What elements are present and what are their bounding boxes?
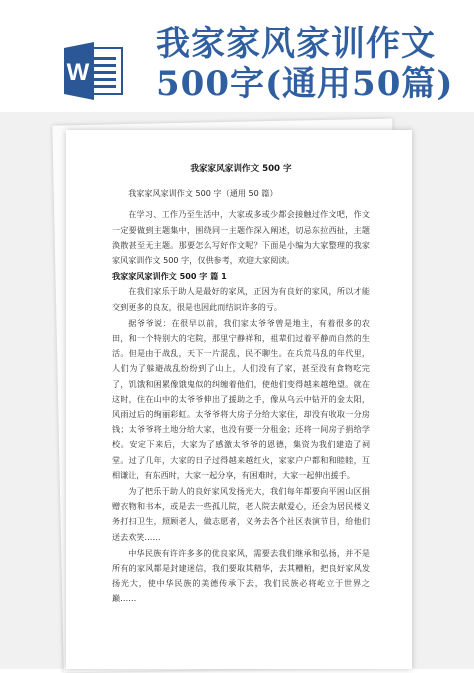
body-paragraph: 在我们家乐于助人是最好的家风，正因为有良好的家风，所以才能交到更多的良友，很是也因此而结识许多的亏。 [112,286,370,312]
banner-title-line1: 我家家风家训作文 [156,24,436,64]
document-content [112,162,370,608]
word-letter: W [66,59,90,86]
word-doc-icon [64,42,126,100]
section-heading: 我家家风家训作文 500 字 篇 1 [112,271,227,282]
banner-title [156,24,453,104]
banner [0,0,474,112]
intro-paragraph: 在学习、工作乃至生活中，大家或多或少都会接触过作文吧，作文一定要做到主题集中，围绕同一主题作深入阐述，切忌东拉西扯，主题涣散甚至无主题。那要怎么写好作文呢？下面是小编为大家整理的我家家风家训作文 500 字，仅供参考，欢迎大家阅读。 [112,209,370,266]
document-subtitle: 我家家风家训作文 500 字（通用 50 篇） [128,188,278,199]
banner-title-line2: 500字(通用50篇) [156,64,454,104]
document-page [66,130,412,669]
body-paragraph: 据爷爷说：在很早以前，我们家太爷爷曾是地主，有着很多的农田，和一个特别大的宅院，那里宁静祥和，祖辈们过着平静而自然的生活。但是由于战乱，天下一片混乱，民不聊生。在兵荒马乱的年代里，人们为了躲避战乱纷纷到了山上，人们没有了家，甚至没有食物吃完了，饥饿和困累像饿鬼似的纠缠着他们，使他们变得越来越绝望。就在这时，住在山中的太爷爷伸出了援助之手，像从乌云中钻开的金太阳，风雨过后的绚丽彩虹。太爷爷将大房子分给大家住，却没有收取一分房钱；太爷爷将土地分给大家，也没有要一分租金；还将一间房子捐给学校。安定下来后，大家为了感激太爷爷的恩德，集资为我们建造了祠堂。过了几年，大家的日子过得越来越红火，家家户户都和和睦睦，互相谦让，有东西时，大家一起分享，有困难时，大家一起伸出援手。 [112,317,370,480]
body-paragraph: 中华民族有许许多多的优良家风，需要去我们继承和弘扬，并不是所有的家风都是封建迷信，我们要取其精华，去其糟粕，把良好家风发扬光大，使中华民族的美德传承下去，我们民族必将屹立于世界之巅…… [112,547,370,604]
body-paragraph: 为了把乐于助人的良好家风发扬光大，我们每年都要向平困山区捐赠衣物和书本，或是去一些孤儿院，老人院去献爱心，还会为居民楼义务打扫卫生，照顾老人，做志愿者，义务去各个社区表演节目，给他们送去欢笑…… [112,486,370,542]
document-title: 我家家风家训作文 500 字 [190,164,292,174]
